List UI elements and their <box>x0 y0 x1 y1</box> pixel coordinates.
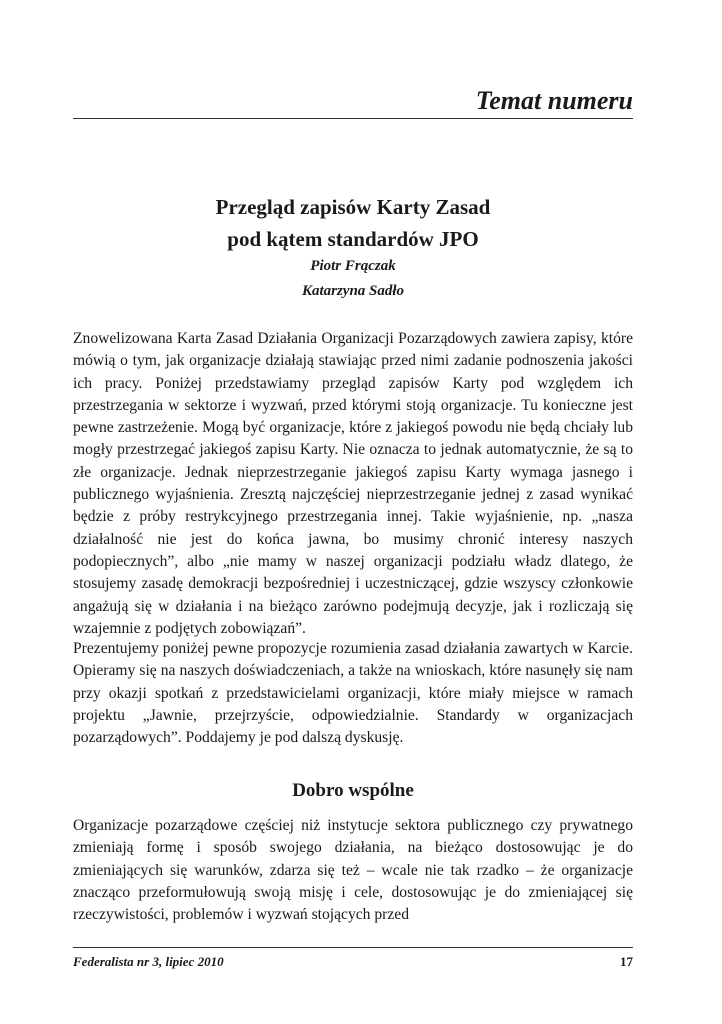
article-title-line-2: pod kątem standardów JPO <box>227 227 479 251</box>
article-title <box>73 191 633 255</box>
author-name: Katarzyna Sadło <box>301 283 405 299</box>
body-paragraph: Znowelizowana Karta Zasad Działania Organizacji Pozarządowych zawiera zapisy, które mówią o tym, jak organizacje działają stawiając przed nimi zadanie podnoszenia jakości ich pracy. Poniżej przedstawiamy przegląd zapisów Karty pod względem ich przestrzegania w sektorze i wyzwań, przed którymi stoją organizacje. Tu konieczne jest pewne zastrzeżenie. Mogą być organizacje, które z jakiegoś powodu nie będą chciały lub mogły przestrzegać jakiegoś zapisu Karty. Nie oznacza to jednak automatycznie, że są to złe organizacje. Jednak nieprzestrzeganie jakiegoś zapisu Karty wymaga jasnego i publicznego wyjaśnienia. Zresztą najczęściej nieprzestrzeganie jednej z zasad wynikać będzie z próby restrykcyjnego przestrzegania innej. Takie wyjaśnienie, np. „nasza działalność nie jest do końca jawna, bo musimy chronić interesy naszych podopiecznych”, albo „nie mamy w naszej organizacji podziału władz dlatego, że stosujemy zasadę demokracji bezpośredniej i uczestniczącej, gdzie wszyscy członkowie angażują się w działania i na bieżąco zarówno podejmują decyzje, jak i rozliczają się wzajemnie z podjętych zobowiązań”. <box>73 330 633 637</box>
page-number: 17 <box>620 954 633 969</box>
article-title-line-1: Przegląd zapisów Karty Zasad <box>215 195 491 219</box>
section-subheading: Dobro wspólne <box>292 780 414 801</box>
footer-divider <box>73 947 633 948</box>
section-header: Temat numeru <box>73 86 633 119</box>
body-paragraph: Prezentujemy poniżej pewne propozycje rozumienia zasad działania zawartych w Karcie. Opieramy się na naszych doświadczeniach, a także na wnioskach, które nasunęły się nam przy okazji spotkań z przedstawicielami organizacji, które miały miejsce w ramach projektu „Jawnie, przejrzyście, odpowiedzialnie. Standardy w organizacjach pozarządowych”. Poddajemy je pod dalszą dyskusję. <box>73 640 633 747</box>
footer-publication: Federalista nr 3, lipiec 2010 <box>73 954 224 969</box>
body-paragraph: Organizacje pozarządowe częściej niż instytucje sektora publicznego czy prywatnego zmieniają formę i sposób swojego działania, na bieżąco dostosowując je do zmieniających się warunków, zdarza się też – wcale nie tak rzadko – że organizacje znacząco przeformułowują swoją misję i cele, dostosowując je do zmieniającej się rzeczywistości, problemów i wyzwań stojących przed <box>73 817 633 924</box>
author-name: Piotr Frączak <box>310 258 396 274</box>
